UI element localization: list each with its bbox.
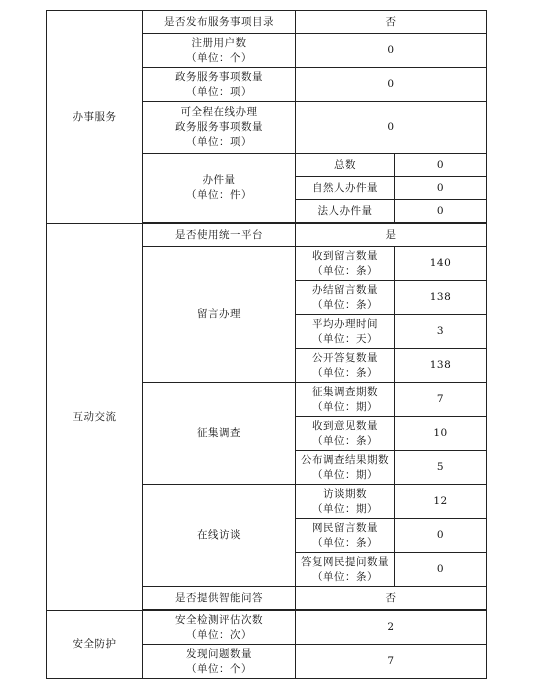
- service-items-label: 政务服务事项数量 （单位：项）: [143, 68, 296, 102]
- messages-label: 留言办理: [143, 247, 296, 383]
- online-items-value: 0: [296, 102, 487, 154]
- interview-answers-label: 答复网民提问数量 （单位：条）: [296, 553, 395, 587]
- survey-results-value: 5: [395, 451, 487, 485]
- messages-completed-value: 138: [395, 281, 487, 315]
- handling-volume-label: 办件量 （单位：件）: [143, 154, 296, 223]
- table-row: [47, 11, 487, 34]
- publish-catalog-value: 否: [296, 11, 487, 34]
- survey-periods-label: 征集调查期数 （单位：期）: [296, 383, 395, 417]
- smart-qa-value: 否: [296, 587, 487, 610]
- handling-total-label: 总数: [296, 154, 395, 177]
- online-items-label: 可全程在线办理 政务服务事项数量 （单位：项）: [143, 102, 296, 154]
- survey-label: 征集调查: [143, 383, 296, 485]
- survey-periods-value: 7: [395, 383, 487, 417]
- survey-opinions-value: 10: [395, 417, 487, 451]
- service-items-value: 0: [296, 68, 487, 102]
- messages-avg-time-value: 3: [395, 315, 487, 349]
- messages-public-replies-value: 138: [395, 349, 487, 383]
- interview-label: 在线访谈: [143, 485, 296, 587]
- handling-total-value: 0: [395, 154, 487, 177]
- table-row: [47, 224, 487, 247]
- survey-results-label: 公布调查结果期数 （单位：期）: [296, 451, 395, 485]
- interview-periods-label: 访谈期数 （单位：期）: [296, 485, 395, 519]
- section-security: 安全防护: [47, 611, 143, 679]
- section-interaction: 互动交流: [47, 224, 143, 611]
- handling-natural-value: 0: [395, 177, 487, 200]
- interview-answers-value: 0: [395, 553, 487, 587]
- issues-found-label: 发现问题数量 （单位：个）: [143, 645, 296, 679]
- messages-avg-time-label: 平均办理时间 （单位：天）: [296, 315, 395, 349]
- messages-completed-label: 办结留言数量 （单位：条）: [296, 281, 395, 315]
- interview-questions-label: 网民留言数量 （单位：条）: [296, 519, 395, 553]
- handling-legal-value: 0: [395, 200, 487, 223]
- messages-public-replies-label: 公开答复数量 （单位：条）: [296, 349, 395, 383]
- handling-natural-label: 自然人办件量: [296, 177, 395, 200]
- survey-opinions-label: 收到意见数量 （单位：条）: [296, 417, 395, 451]
- messages-received-label: 收到留言数量 （单位：条）: [296, 247, 395, 281]
- section-office-services: 办事服务: [47, 11, 143, 224]
- unified-platform-value: 是: [296, 224, 487, 247]
- registered-users-value: 0: [296, 34, 487, 68]
- table-row: [47, 611, 487, 645]
- interview-questions-value: 0: [395, 519, 487, 553]
- issues-found-value: 7: [296, 645, 487, 679]
- security-checks-value: 2: [296, 611, 487, 645]
- interview-periods-value: 12: [395, 485, 487, 519]
- government-website-statistics-table: [46, 10, 487, 679]
- unified-platform-label: 是否使用统一平台: [143, 224, 296, 247]
- smart-qa-label: 是否提供智能问答: [143, 587, 296, 610]
- messages-received-value: 140: [395, 247, 487, 281]
- registered-users-label: 注册用户数 （单位：个）: [143, 34, 296, 68]
- handling-legal-label: 法人办件量: [296, 200, 395, 223]
- security-checks-label: 安全检测评估次数 （单位：次）: [143, 611, 296, 645]
- publish-catalog-label: 是否发布服务事项目录: [143, 11, 296, 34]
